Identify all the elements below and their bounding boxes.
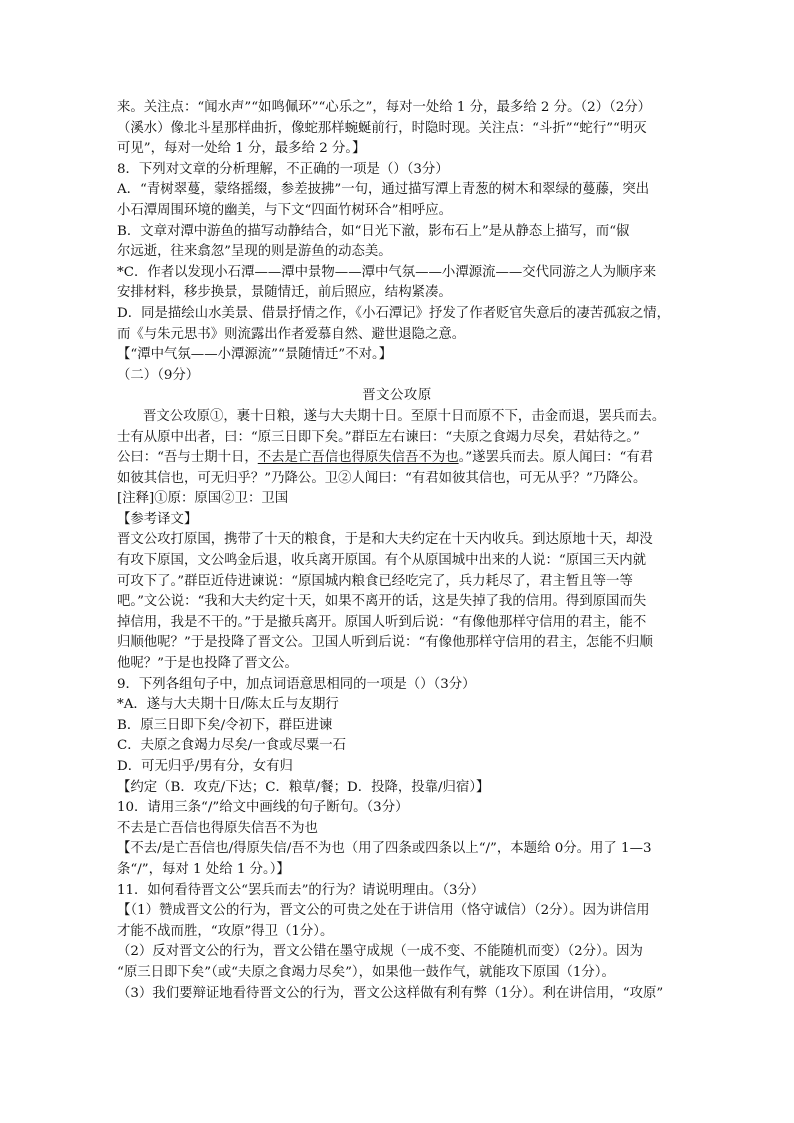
- text-line: 尔远逝，往来翕忽”呈现的则是游鱼的动态美。: [117, 244, 392, 260]
- text-line: （3）我们要辩证地看待晋文公的行为，晋文公这样做有利有弊（1分）。利在讲信用，“攻原”: [117, 985, 664, 1001]
- text-line: 条“/”，每对 1 处给 1 分。）】: [117, 861, 290, 877]
- answer-9: 【约定（B．攻克/下达；C．粮草/餐；D．投降，投靠/归宿）】: [117, 779, 490, 795]
- text-line: 而《与朱元思书》则流露出作者爱慕自然、避世退隐之意。: [117, 326, 466, 342]
- text-line: 来。关注点：“闻水声”“如鸣佩环”“心乐之”，每对一处给 1 分，最多给 2 分。（2）（2分）: [117, 100, 652, 115]
- passage-text: 公曰：“吾与士期十日，: [117, 450, 258, 466]
- answer-10: 【不去/是亡吾信也/得原失信/吾不为也（用了四条或四条以上“/”，本题给 0分。用了 1—3: [117, 841, 652, 857]
- translation-line: 归顺他呢？”于是投降了晋文公。卫国人听到后说：“有像他那样守信用的君主，怎能不归顺: [117, 635, 653, 651]
- translation-line: 有攻下原国，文公鸣金后退，收兵离开原国。有个从原国城中出来的人说：“原国三天内就: [117, 553, 647, 569]
- translation-line: 可攻下了。”群臣近侍进谏说：“原国城内粮食已经吃完了，兵力耗尽了，君主暂且等一等: [117, 573, 633, 589]
- question-10: 10．请用三条“/”给文中画线的句子断句。（3分）: [117, 800, 409, 816]
- question-8: 8．下列对文章的分析理解，不正确的一项是（）（3分）: [117, 161, 449, 177]
- answer-11: 【（1）赞成晋文公的行为，晋文公的可贵之处在于讲信用（恪守诚信）（2分）。因为讲信用: [117, 903, 650, 919]
- passage-line: [117, 448, 677, 469]
- option-b: B．原三日即下矣/令初下，群臣进谏: [117, 717, 333, 733]
- passage-line: 士有从原中出者，曰：“原三日即下矣。”群臣左右谏曰：“夫原之食竭力尽矣，君姑待之。”: [117, 429, 640, 445]
- passage-line: 如彼其信也，可无归乎？”乃降公。卫②人闻曰：“有君如彼其信也，可无从乎？”乃降公。: [117, 470, 647, 486]
- question-9: 9．下列各组句子中，加点词语意思相同的一项是（）（3分）: [117, 676, 476, 692]
- option-c: *C．作者以发现小石潭——潭中景物——潭中气氛——小潭源流——交代同游之人为顺序来: [117, 264, 657, 280]
- text-line: 小石潭周围环境的幽美，与下文“四面竹树环合”相呼应。: [117, 202, 453, 218]
- translation-line: 晋文公攻打原国，携带了十天的粮食，于是和大夫约定在十天内收兵。到达原地十天，却没: [117, 532, 653, 548]
- option-c: C．夫原之食竭力尽矣/一食或尽粟一石: [117, 738, 347, 754]
- passage-note: [注释]①原：原国②卫：卫国: [117, 491, 289, 507]
- text-line: 安排材料，移步换景，景随情迁，前后照应，结构紧凑。: [117, 285, 452, 301]
- text-line: （溪水）像北斗星那样曲折，像蛇那样蜿蜒前行，时隐时现。关注点：“斗折”“蛇行”“明灭: [117, 120, 647, 136]
- passage-line: 晋文公攻原①，裹十日粮，遂与大夫期十日。至原十日而原不下，击金而退，罢兵而去。: [143, 408, 666, 424]
- option-a: A．“青树翠蔓，蒙络摇缀，参差披拂”一句，通过描写潭上青葱的树木和翠绿的蔓藤，突出: [117, 182, 650, 198]
- answer-8: 【“潭中气氛——小潭源流”“景随情迁”不对。】: [117, 347, 393, 363]
- option-a: *A．遂与大夫期十日/陈太丘与友期行: [117, 697, 339, 713]
- text-line: 可见”，每对一处给 1 分，最多给 2 分。】: [117, 141, 366, 157]
- translation-line: 掉信用，我是不干的。”于是撤兵离开。原国人听到后说：“有像他那样守信用的君主，能不: [117, 614, 647, 630]
- section-heading: （二）（9分）: [117, 367, 200, 383]
- text-line: “原三日即下矣”（或“夫原之食竭力尽矣”），如果他一鼓作气，就能攻下原国（1分）。: [117, 964, 615, 980]
- translation-line: 吧。”文公说：“我和大夫约定十天，如果不离开的话，这是失掉了我的信用。得到原国而失: [117, 594, 647, 610]
- text-line: （2）反对晋文公的行为，晋文公错在墨守成规（一成不变、不能随机而变）（2分）。因为: [117, 944, 643, 960]
- passage-text: 。”遂罢兵而去。原人闻曰：“有君: [458, 450, 654, 466]
- translation-heading: 【参考译文】: [117, 511, 198, 527]
- question-11: 11．如何看待晋文公“罢兵而去”的行为？请说明理由。（3分）: [117, 882, 485, 898]
- sentence-to-punctuate: 不去是亡吾信也得原失信吾不为也: [117, 820, 318, 836]
- translation-line: 他呢？”于是也投降了晋文公。: [117, 656, 298, 672]
- underlined-sentence: 不去是亡吾信也得原失信吾不为也: [257, 450, 459, 466]
- passage-title: 晋文公攻原: [362, 388, 432, 404]
- document-content: [117, 98, 677, 1004]
- option-b: B．文章对潭中游鱼的描写动静结合，如“日光下澈，影布石上”是从静态上描写，而“俶: [117, 223, 630, 239]
- text-line: 才能不战而胜，“攻原”得卫（1分）。: [117, 923, 334, 939]
- option-d: D．同是描绘山水美景、借景抒情之作，《小石潭记》抒发了作者贬官失意后的凄苦孤寂之情，: [117, 305, 671, 321]
- option-d: D．可无归乎/男有分，女有归: [117, 759, 293, 774]
